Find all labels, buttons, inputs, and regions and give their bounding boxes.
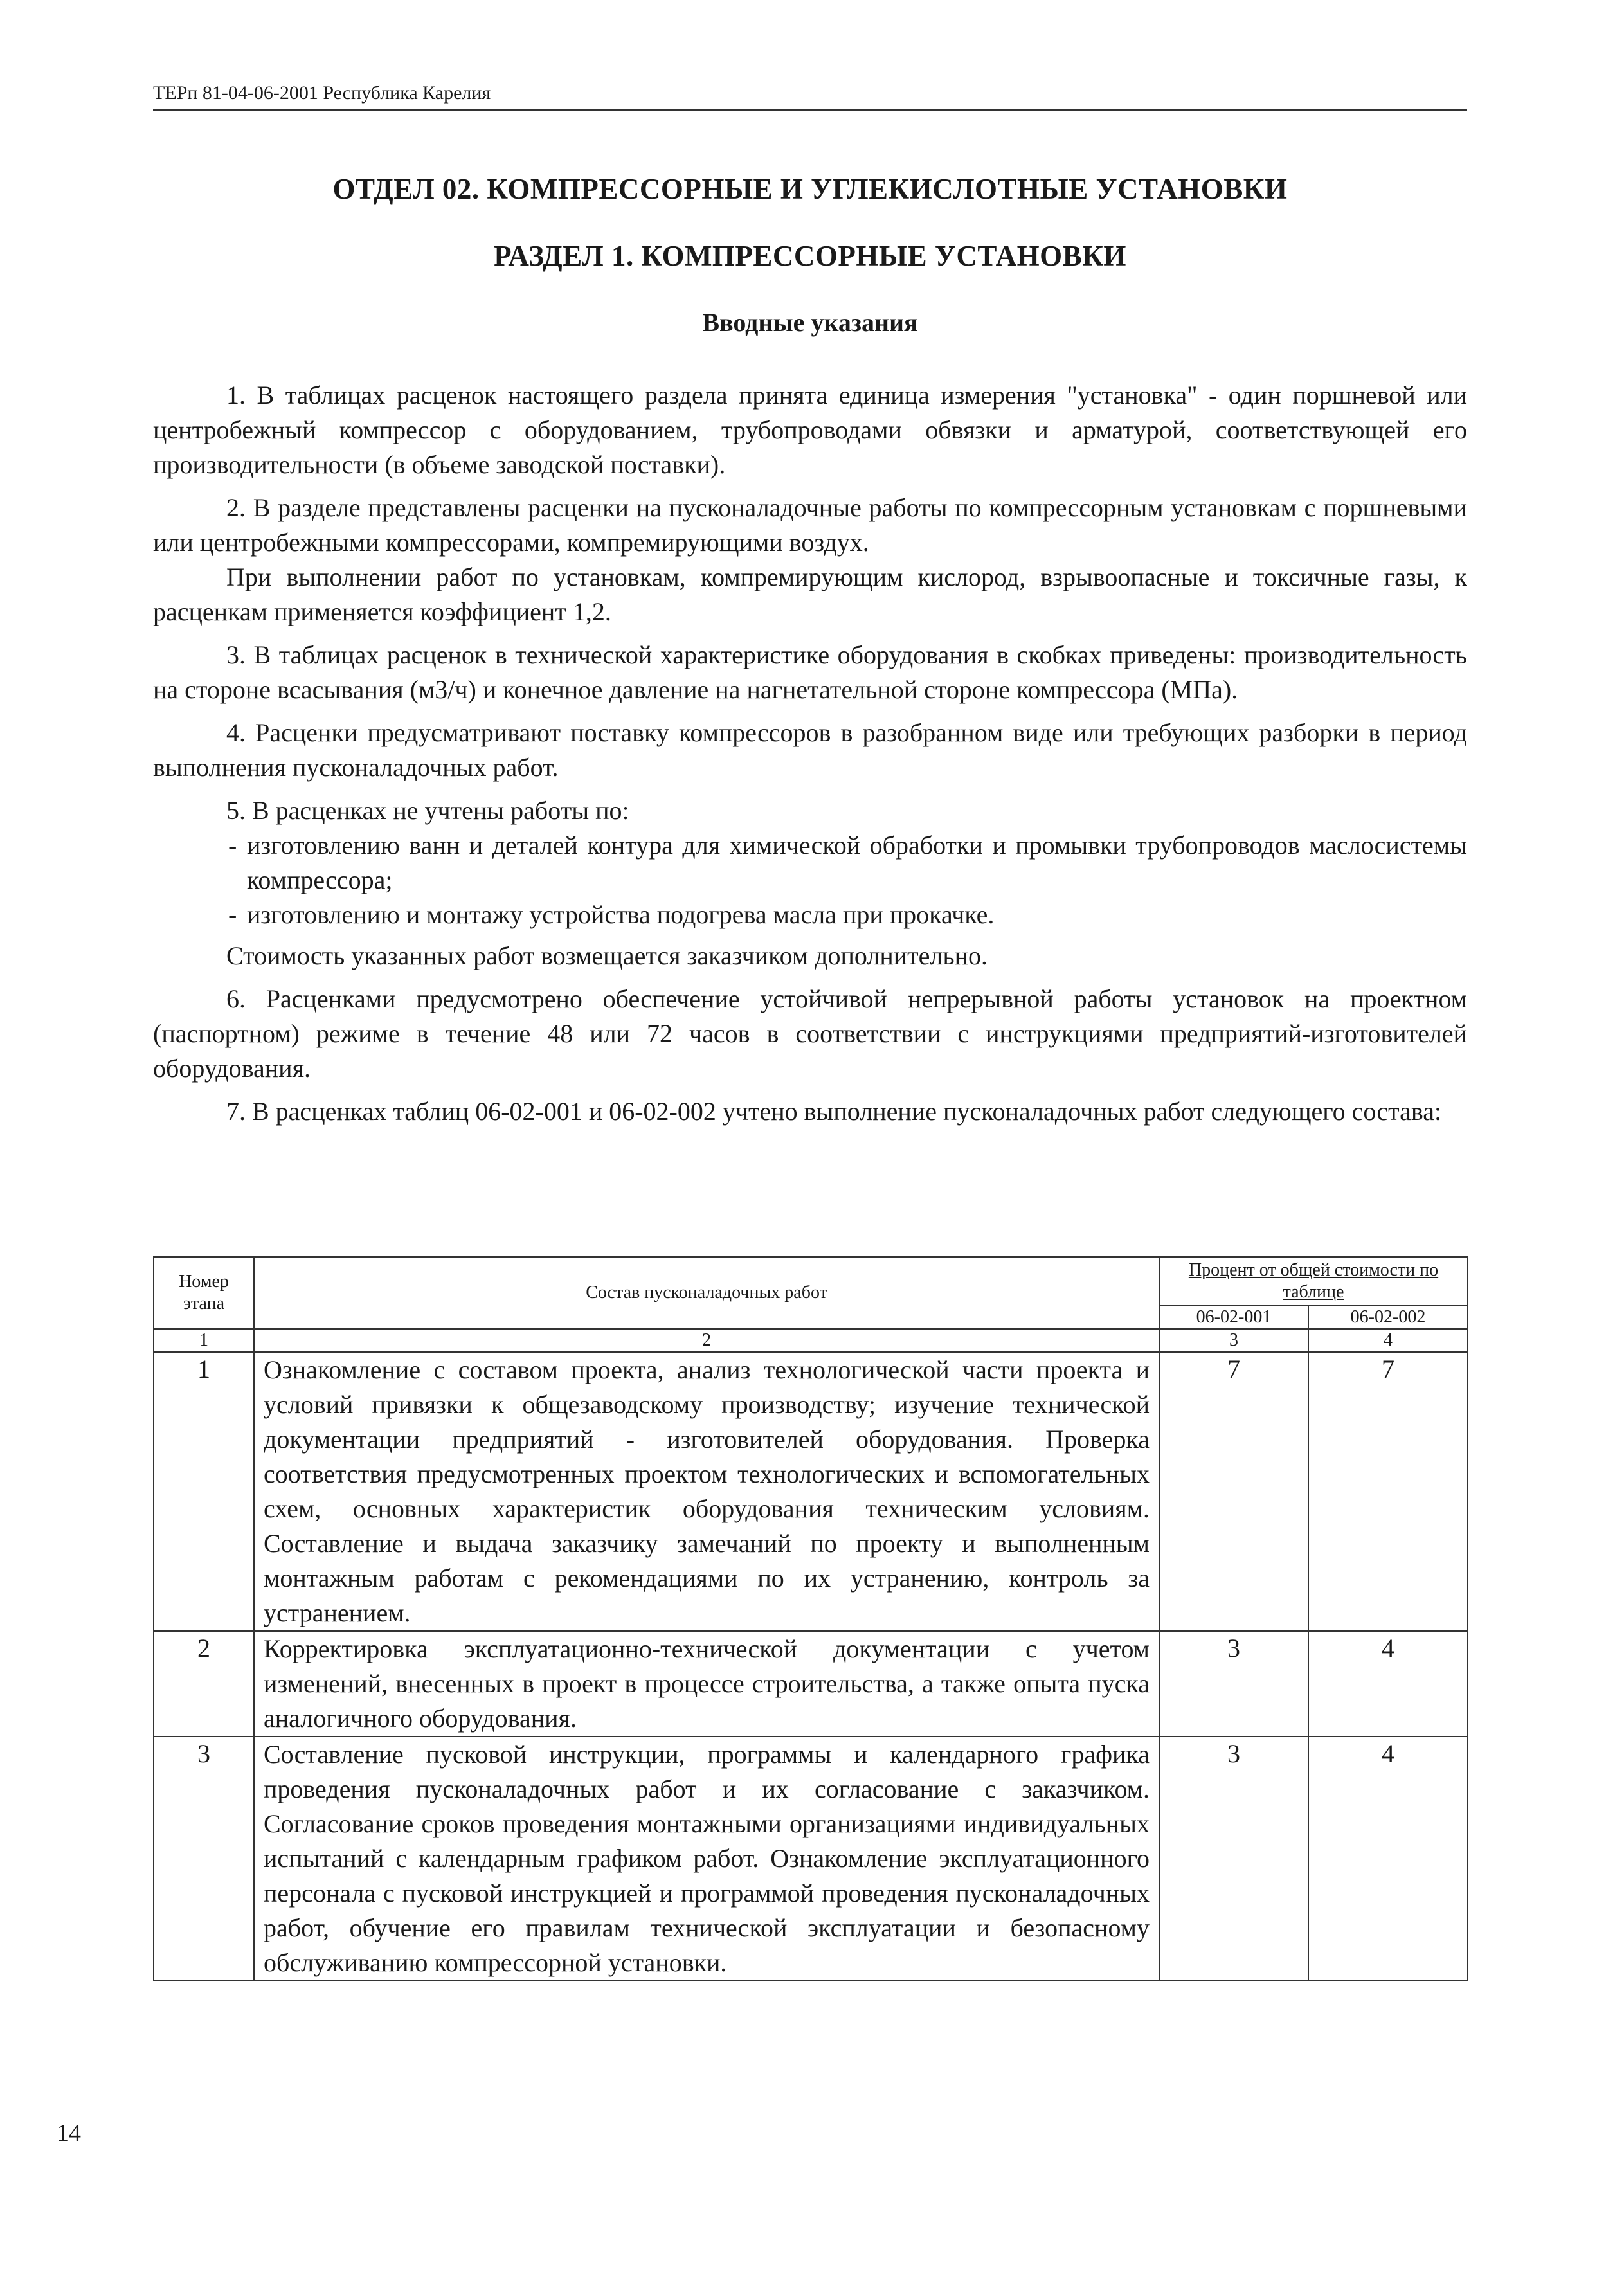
paragraph-3: 3. В таблицах расценок в технической характеристике оборудования в скобках приведены: производительность на стороне всасывания (м3/ч) и конечное давление на нагнетательной стороне компрессора (МПа).	[153, 640, 1467, 704]
paragraph-5: 5. В расценках не учтены работы по:	[226, 796, 629, 825]
stage-number: 3	[154, 1737, 254, 1981]
col-header-percent-text: Процент от общей стоимости по таблице	[1188, 1260, 1439, 1302]
document-page	[153, 0, 1467, 2274]
col-header-percent	[1159, 1257, 1468, 1306]
table-row	[154, 1631, 1468, 1737]
col-number: 2	[254, 1329, 1159, 1352]
percent-table-1: 3	[1159, 1631, 1308, 1737]
percent-table-1: 3	[1159, 1737, 1308, 1981]
dash-mark: -	[228, 900, 237, 929]
section-heading: РАЗДЕЛ 1. КОМПРЕССОРНЫЕ УСТАНОВКИ	[494, 240, 1126, 272]
dash-mark: -	[228, 831, 237, 860]
paragraph-4: 4. Расценки предусматривают поставку компрессоров в разобранном виде или требующих разборки в период выполнения пусконаладочных работ.	[153, 718, 1467, 782]
col-number: 3	[1159, 1329, 1308, 1352]
stage-number: 2	[154, 1631, 254, 1737]
paragraph-2: 2. В разделе представлены расценки на пусконаладочные работы по компрессорным установкам с поршневыми или центробежными компрессорами, компремирующими воздух.	[153, 493, 1467, 557]
paragraph-7: 7. В расценках таблиц 06-02-001 и 06-02-002 учтено выполнение пусконаладочных работ следующего состава:	[226, 1097, 1442, 1126]
stage-description: Ознакомление с составом проекта, анализ технологической части проекта и условий привязки к общезаводскому производству; изучение технической документации предприятий - изготовителей оборудования. Проверка соответствия предусмотренных проектом технологических и вспомогательных схем, основных характеристик оборудования техническим условиям. Составление и выдача заказчику замечаний по проекту и выполненным монтажным работам с рекомендациями по их устранению, контроль за устранением.	[254, 1352, 1159, 1631]
percent-table-2: 7	[1308, 1352, 1468, 1631]
dash-item-text: изготовлению ванн и деталей контура для химической обработки и промывки трубопроводов маслосистемы компрессора;	[247, 831, 1467, 894]
stage-description: Составление пусковой инструкции, программы и календарного графика проведения пусконаладочных работ и их согласование с заказчиком. Согласование сроков проведения монтажными организациями индивидуальных испытаний с календарным графиком работ. Ознакомление эксплуатационного персонала с пусковой инструкцией и программой проведения пусконаладочных работ, обучение его правилам технической эксплуатации и безопасному обслуживанию компрессорной установки.	[254, 1737, 1159, 1981]
col-header-table-1: 06-02-001	[1159, 1306, 1308, 1329]
dash-item-text: изготовлению и монтажу устройства подогрева масла при прокачке.	[247, 900, 995, 929]
paragraph-5-item-2	[153, 898, 1467, 932]
paragraph-1: 1. В таблицах расценок настоящего раздела принята единица измерения "установка" - один поршневой или центробежный компрессор с оборудованием, трубопроводами обвязки и арматурой, соответствующей его производительности (в объеме заводской поставки).	[153, 381, 1467, 479]
percent-table-1: 7	[1159, 1352, 1308, 1631]
stage-number: 1	[154, 1352, 254, 1631]
stage-description: Корректировка эксплуатационно-технической документации с учетом изменений, внесенных в проект в процессе строительства, а также опыта пуска аналогичного оборудования.	[254, 1631, 1159, 1737]
department-heading: ОТДЕЛ 02. КОМПРЕССОРНЫЕ И УГЛЕКИСЛОТНЫЕ УСТАНОВКИ	[332, 173, 1288, 205]
paragraph-5-item-1	[153, 828, 1467, 898]
intro-text	[153, 378, 1467, 1137]
running-head: ТЕРп 81-04-06-2001 Республика Карелия	[153, 82, 1467, 111]
stages-table	[153, 1256, 1468, 1981]
percent-table-2: 4	[1308, 1631, 1468, 1737]
paragraph-6: 6. Расценками предусмотрено обеспечение устойчивой непрерывной работы установок на проектном (паспортном) режиме в течение 48 или 72 часов в соответствии с инструкциями предприятий-изготовителей оборудования.	[153, 984, 1467, 1083]
intro-heading: Вводные указания	[702, 308, 918, 337]
col-header-table-2: 06-02-002	[1308, 1306, 1468, 1329]
table-row	[154, 1352, 1468, 1631]
col-number: 1	[154, 1329, 254, 1352]
table-row	[154, 1737, 1468, 1981]
percent-table-2: 4	[1308, 1737, 1468, 1981]
page-number: 14	[57, 2120, 81, 2147]
paragraph-2b: При выполнении работ по установкам, компремирующим кислород, взрывоопасные и токсичные газы, к расценкам применяется коэффициент 1,2.	[153, 563, 1467, 626]
col-number: 4	[1308, 1329, 1468, 1352]
paragraph-5b: Стоимость указанных работ возмещается заказчиком дополнительно.	[226, 941, 988, 970]
col-header-stage: Номер этапа	[154, 1257, 254, 1329]
col-header-work: Состав пусконаладочных работ	[254, 1257, 1159, 1329]
